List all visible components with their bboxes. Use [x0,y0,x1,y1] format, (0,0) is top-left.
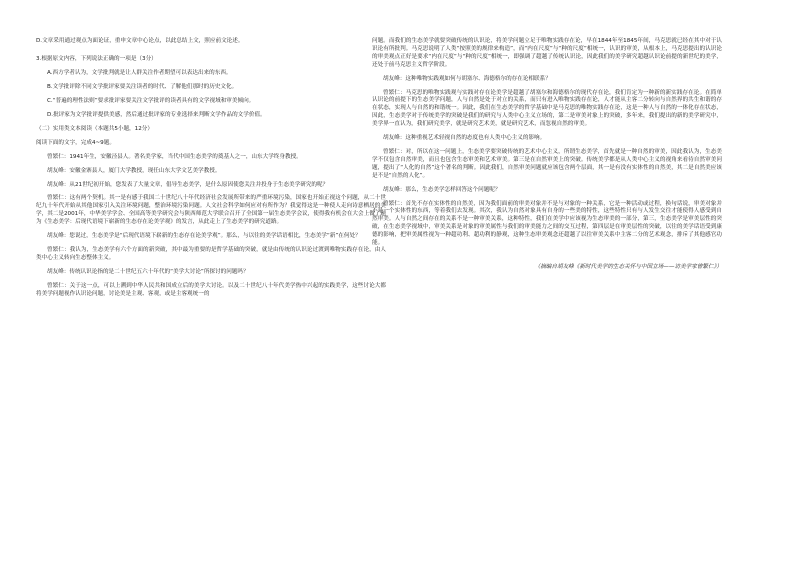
interview-question-1: 胡友峰：从21世纪初开始，您发表了大量文章，倡导生态美学，是什么原因使您关注并投身于生态美学研究的呢？ [47,181,329,188]
interview-answer-1: 曾繁仁：这有两个契机。其一是有感于我国二十世纪八十年代经济社会发展所带来的严重环境污染，国家也开始正视这个问题，从二十世纪九十年代开始从其他国家引入关注环境问题，整治环境污染问题。人文社会科学如何应对有所作为？我觉得这是一种使人走向诗意栖居的美学，其二是2001年，中华美学学会、全国高等美学研究会与陕西师范大学联合召开了全国第一届生态美学会议，使得我有机会在大会上做了题为《生态美学：后现代语境下崭新的生态存在论美学观》的发言，从此走上了生态美学的研究道路。 [36,195,386,226]
interview-answer-6: 曾繁仁：首先不存在实体性的自然美，因为我们面前的审美对象并不是与对象的一种关系，它是一种活动或过程，换句话说，审美对象并不是一个实体性的东西，等着我们去发现。其次，我认为自然对象具有自身的一些美的特性，这些特性只有与人发生交往才能使得人感受到自然审美。人与自然之间存在的关系不是一种审美关系，这种特性，我们在美学中应该视为生态审美的一部分，第三，生态美学是审美层性的突破，在生态美学视域中，审美关系是对象的审美属性与我们的审美能力之间的交互过程，第四层是在审美层性的突破，以往的美学话语受到康德的影响，把审美属性视为一种超功利、超功利的静观，这种生态审美观念还超越了以往审美关系中主客二分的艺术观念，排斥了其他感官功能。 [372,200,722,247]
interview-question-5: 胡友峰：这种重视艺术轻视自然的态度也有人类中心主义的影响。 [383,135,546,142]
left-column [36,38,386,299]
source-citation: （摘编自胡友峰《新时代美学的生态关怀与中国立场——访美学家曾繁仁》） [534,263,722,270]
interview-question-2: 胡友峰：您说过，生态美学是“后现代语境下崭新的生态存在论美学观”。那么，与以往的美学话语相比，生态美学“新”在何处？ [47,233,361,240]
question-3-option-d: D.批评家为文学批评提供美感，然后通过批评家的专业选择来判断文学作品的文学价值。 [47,112,266,119]
interview-question-6: 胡友峰：那么，生态美学怎样回答这个问题呢？ [383,186,501,193]
bio-hu: 胡友峰：安徽金寨县人，厦门大学教授，现任山东大学文艺美学教授。 [47,167,221,174]
section-heading: （二）实用类文本阅读（本题共5小题，12分） [36,125,153,132]
interview-answer-2: 曾繁仁：我认为，生态美学有六个方面的新突破，其中最为重要的是哲学基础的突破，就是由传统的认识论过渡到唯物实践存在论，由人类中心主义转向生态整体主义。 [36,247,386,261]
interview-question-3: 胡友峰：传统认识论指的是二十世纪五六十年代的“美学大讨论”所探讨的问题吗？ [47,268,249,275]
interview-answer-3-continued: 问题。而我们的生态美学就要突破传统的认识论，将美学问题立足于唯物实践存在论，早在1844年至1845年间，马克思就已经在其中对于认识论有所批判。马克思说明了人类“按照美的规律来构造”，而“内在尺度”与“种的尺度”相统一，认识的审美，从根本上，马克思提出的认识论的审美观点正好是要求“内在尺度”与“种的尺度”相统一，即强调了超越了传统认识论，因此我们的美学研究超越认识论前提的新世纪的美学，还处于前马克思主义哲学阶段。 [372,38,722,68]
bio-zeng: 曾繁仁：1941年生，安徽泾县人。著名美学家，当代中国生态美学的奠基人之一，山东大学终身教授。 [47,153,302,160]
option-d: D.文章采用通过观点为面论证，重申文章中心论点，以此总结上文，照应前文论述。 [36,38,244,44]
question-3-option-a: A.西方学者认为，文学批判就是让人群关注作者期望可以表达出来的东西。 [47,70,232,77]
right-column [372,38,722,272]
interview-answer-4: 曾繁仁：马克思的唯物实践观与实践对存在论美学是超越了胡塞尔和海德格尔的现代存在论，我们肯定为一种新的新实践存在论。在简单认识论的前提下的生态美学问题，人与自然是处于对立的关系，而只有进入唯物实践存在论，人才能从主客二分转向与自然界的共生和谐的存在状态，实现人与自然的和谐统一。因此，我们在生态美学的哲学基础中是马克思的唯物实践存在论，这是一种人与自然的一体化存在状态，因此，生态美学对于传统美学的突破是我们的研究与人类中心主义立场的，第二是审美对象上的突破，多年来，我们提出的新的美学研究中，美学界一直认为，我们研究美学，就是研究艺术美，就是研究艺术，而忽视自然的审美。 [372,89,722,128]
question-3-option-c: C.“普遍的理性法则”要求批评家要关注文学批评的读者具有的文学视域和审美倾向。 [47,98,255,105]
instruction: 阅读下面的文字，完成4~9题。 [36,139,115,146]
question-3-stem: 3.根据原文内容，下列说法正确的一项是（3分） [36,56,157,63]
question-3-option-b: B.文学批评除不同文学批评家要关注读者的时代、了解他们那时的历史文化。 [47,84,238,91]
interview-question-4: 胡友峰：这种唯物实践观如何与胡塞尔、海德格尔的存在论相联系？ [383,75,551,82]
interview-answer-5: 曾繁仁：对，所以在这一问题上，生态美学要突破传统的艺术中心主义，所谓生态美学，首先就是一种自然的审美，因此我认为，生态美学不仅包含自然审美，而且也包含生态审美和艺术审美。第三是在自然审美上的突破。传统美学都是从人类中心主义的视角来看待自然审美问题，提出了“人化的自然”这个著名的判断。因此我们，自然审美问题就应该包含两个层面，其一是有没有实体性的自然美，其二是自然美应该是不是“自然的人化”。 [372,148,722,179]
interview-answer-3: 曾繁仁：关于这一点，可以上溯到中华人民共和国成立后的美学大讨论。以及二十世纪八十年代美学热中兴起的实践美学，这些讨论大都将美学问题视作认识论问题，讨论美是主观、客观，或是主客观统一的 [36,282,386,297]
